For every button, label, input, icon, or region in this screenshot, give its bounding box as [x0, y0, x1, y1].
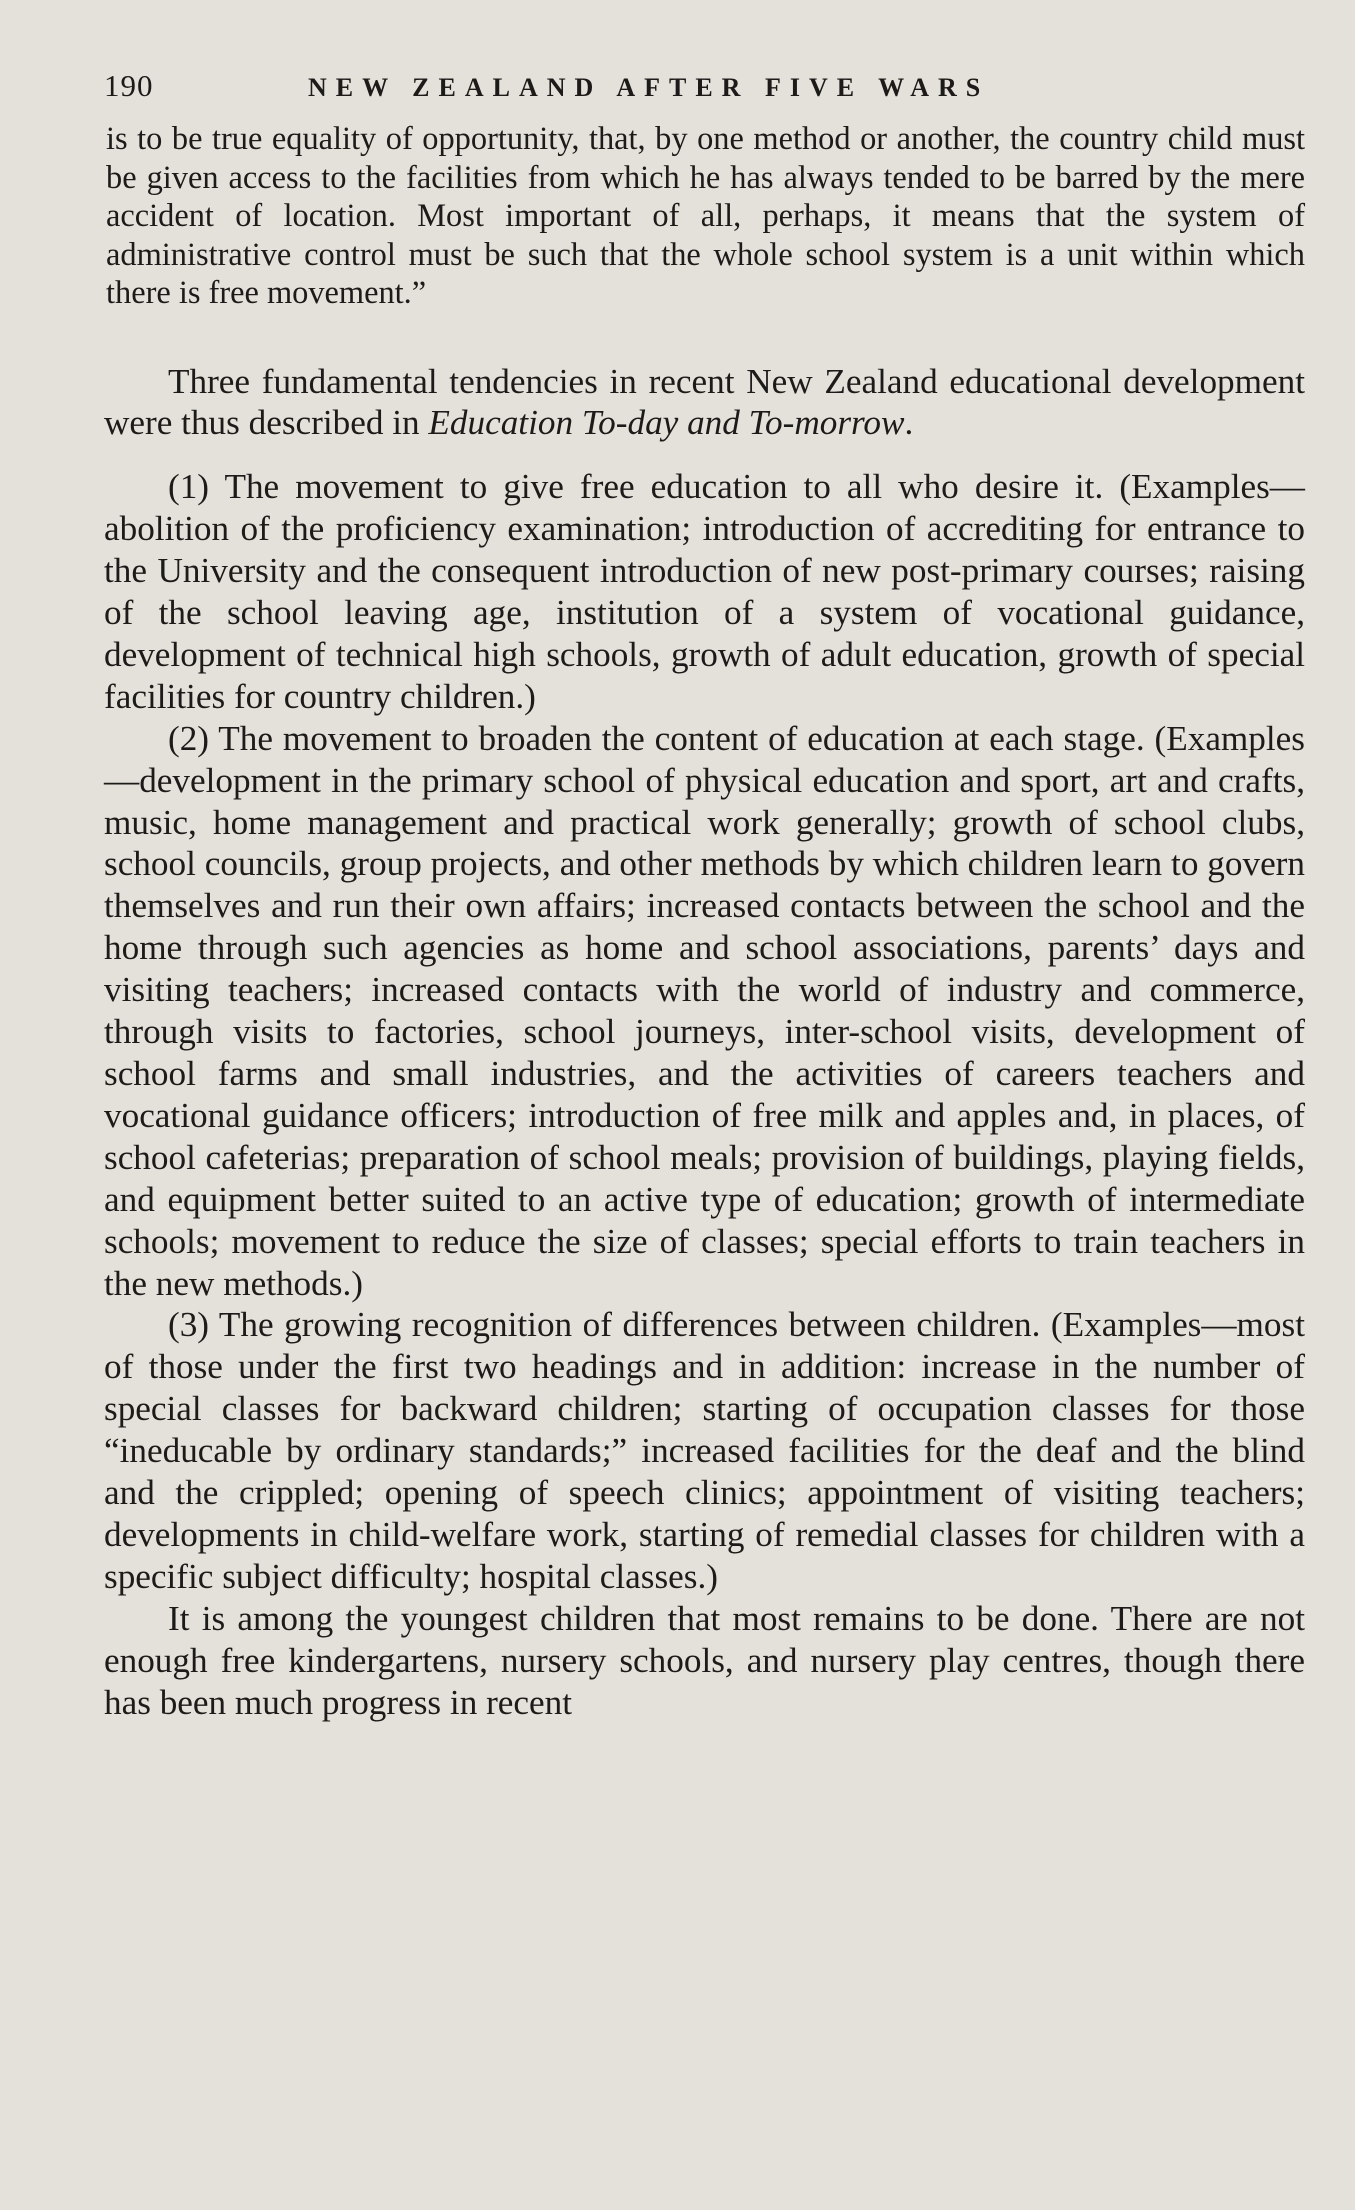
- book-title: Education To-day and To-morrow: [428, 403, 905, 443]
- page-number: 190: [104, 68, 154, 103]
- intro-paragraph: [104, 361, 1305, 445]
- closing-paragraph: It is among the youngest children that most remains to be done. There are not enough free kindergartens, nursery schools, and nursery play centres, though there has been much progress in recent: [104, 1598, 1305, 1722]
- running-title: NEW ZEALAND AFTER FIVE WARS: [308, 73, 990, 102]
- list-item-2: (2) The movement to broaden the content of education at each stage. (Examples—development in the primary school of physical education and sport, art and crafts, music, home management and practical work generally; growth of school clubs, school councils, group projects, and other methods by which children learn to govern themselves and run their own affairs; increased contacts between the school and the home through such agencies as home and school associations, parents’ days and visiting teachers; increased contacts with the world of industry and commerce, through visits to factories, school journeys, inter-school visits, development of school farms and small industries, and the activities of careers teachers and vocational guidance officers; introduction of free milk and apples and, in places, of school cafeterias; preparation of school meals; provision of buildings, playing fields, and equipment better suited to an active type of education; growth of intermediate schools; movement to reduce the size of classes; special efforts to train teachers in the new methods.): [104, 718, 1305, 1303]
- intro-text-after: .: [904, 403, 914, 443]
- running-head: [104, 68, 1305, 116]
- list-item-3: (3) The growing recognition of differences between children. (Examples—most of those under the first two headings and in addition: increase in the number of special classes for backward children; starting of occupation classes for those “ineducable by ordinary standards;” increased facilities for the deaf and the blind and the crippled; opening of speech clinics; appointment of visiting teachers; developments in child-welfare work, starting of remedial classes for children with a specific subject difficulty; hospital classes.): [104, 1305, 1305, 1596]
- quote-paragraph: is to be true equality of opportunity, that, by one method or another, the country child must be given access to the facilities from which he has always tended to be barred by the mere accident of location. Most important of all, perhaps, it means that the system of administrative control must be such that the whole school system is a unit within which there is free movement.”: [106, 121, 1305, 311]
- list-item-1: (1) The movement to give free education to all who desire it. (Examples—abolition of the proficiency examination; introduction of accrediting for entrance to the University and the consequent introduction of new post-primary courses; raising of the school leaving age, institution of a system of vocational guidance, development of technical high schools, growth of adult education, growth of special facilities for country children.): [104, 467, 1305, 716]
- intro-text-before: Three fundamental tendencies in recent New Zealand educational development were thus described in: [104, 361, 1305, 443]
